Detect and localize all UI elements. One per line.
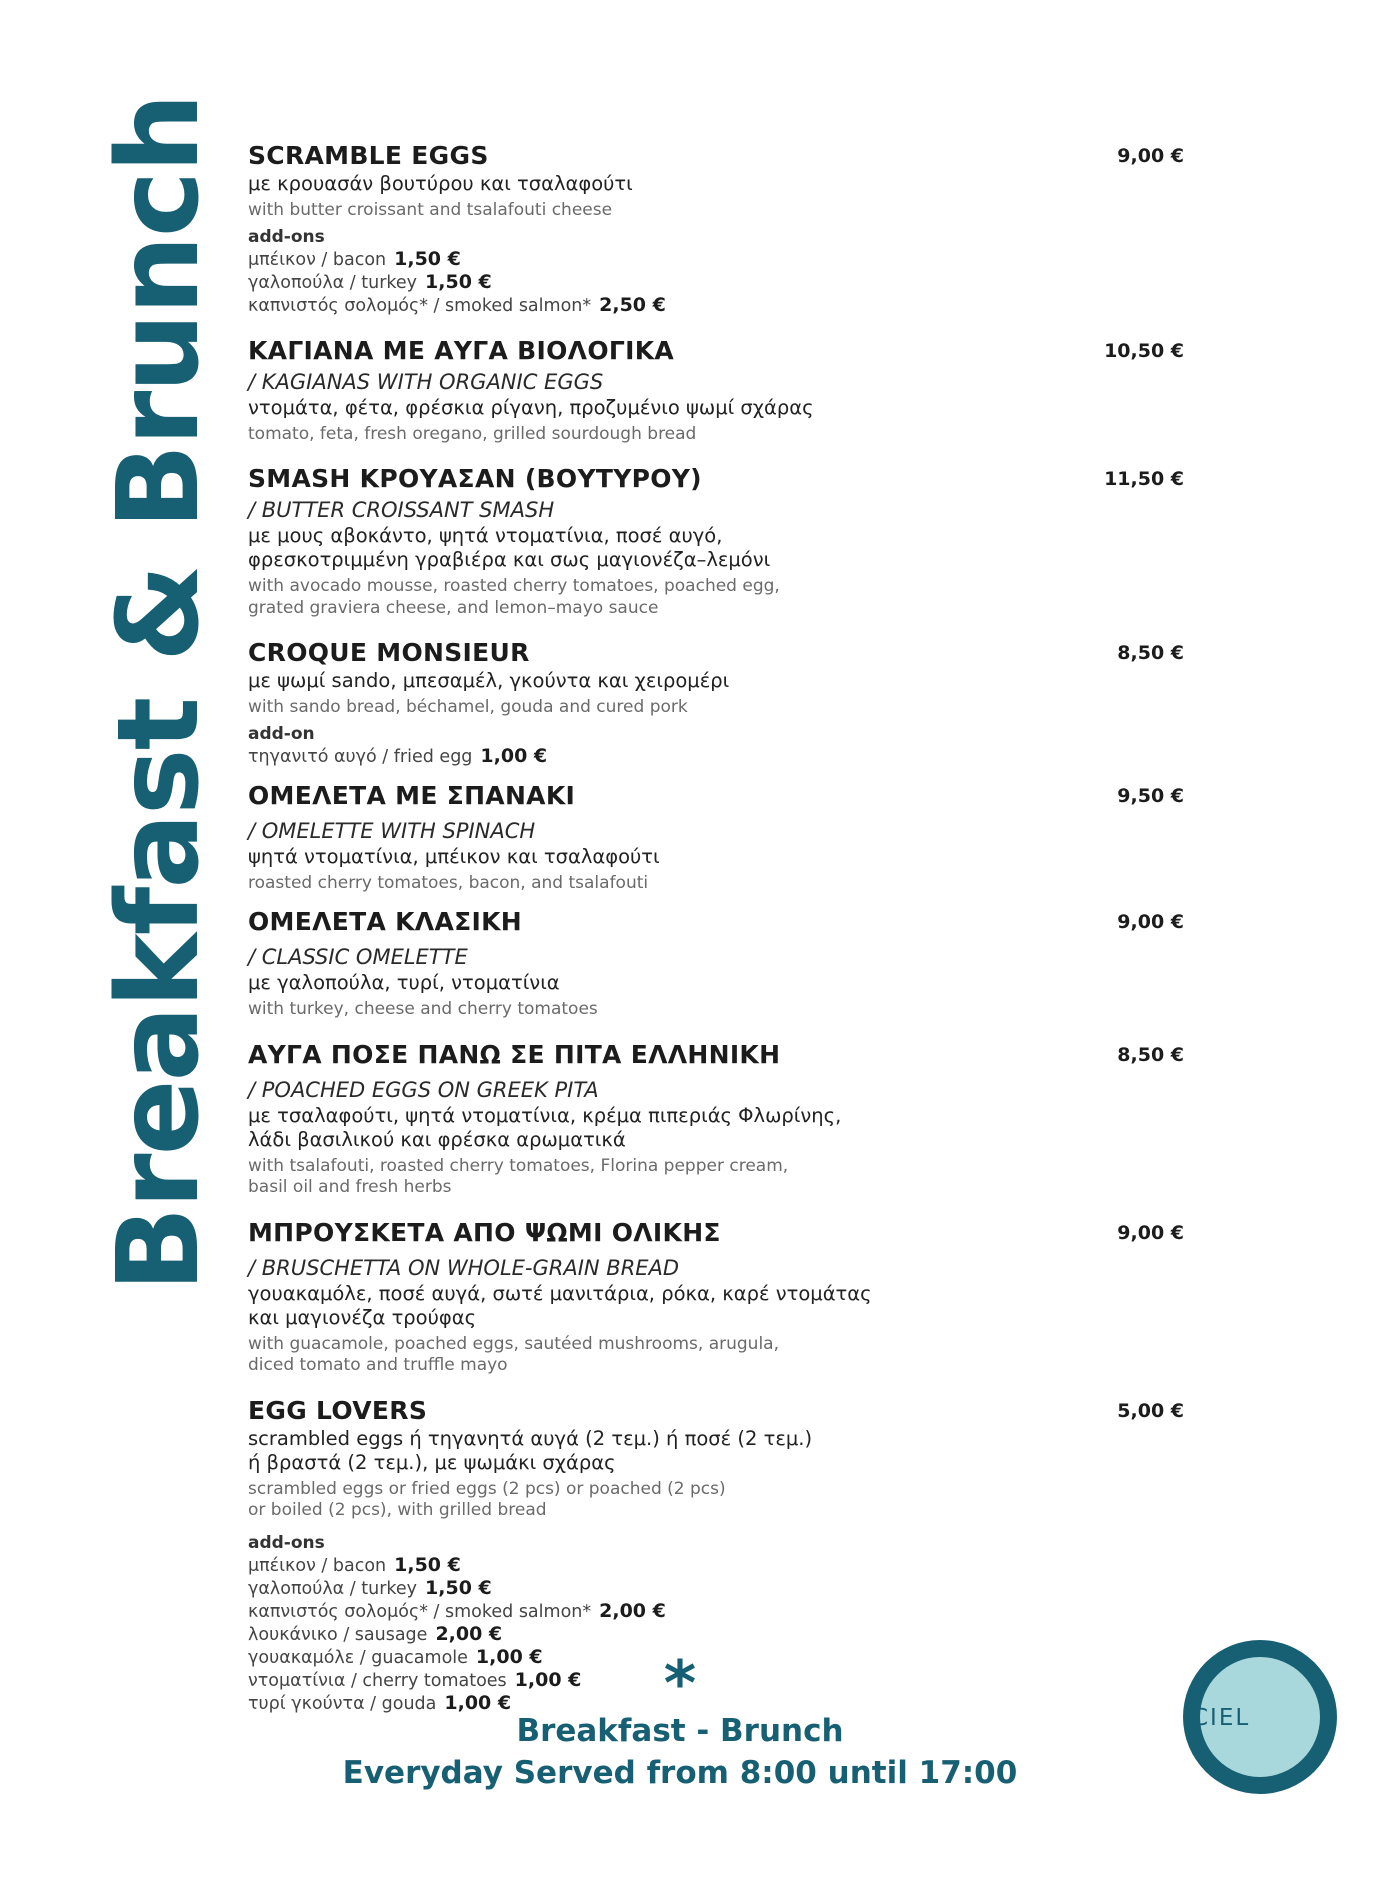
addon-price: 1,00 € bbox=[514, 1668, 582, 1691]
addons-title: add-ons bbox=[248, 226, 325, 247]
menu-item bbox=[248, 780, 1248, 895]
addon-label: καπνιστός σολομός* / smoked salmon* bbox=[248, 1601, 592, 1622]
item-desc-en: scrambled eggs or fried eggs (2 pcs) or poached (2 pcs) or boiled (2 pcs), with grilled bread bbox=[248, 1478, 726, 1520]
addon-label: μπέικον / bacon bbox=[248, 249, 387, 270]
menu-item bbox=[248, 463, 1248, 619]
item-name: ΑΥΓΑ ΠΟΣΕ ΠΑΝΩ ΣΕ ΠΙΤΑ ΕΛΛΗΝΙΚΗ bbox=[248, 1039, 781, 1069]
addon-label: μπέικον / bacon bbox=[248, 1555, 387, 1576]
addon-price: 1,50 € bbox=[425, 270, 492, 293]
addon-row bbox=[248, 1554, 1248, 1577]
menu-item bbox=[248, 140, 1248, 317]
asterisk-icon: * bbox=[663, 1647, 697, 1720]
addon-price: 1,00 € bbox=[480, 744, 548, 767]
side-title bbox=[94, 95, 224, 1292]
addon-price: 1,50 € bbox=[394, 247, 461, 270]
item-name-en: / KAGIANAS WITH ORGANIC EGGS bbox=[248, 369, 604, 394]
item-desc-gr: ψητά ντοματίνια, μπέικον και τσαλαφούτι bbox=[248, 844, 660, 868]
item-price: 9,50 € bbox=[1117, 784, 1184, 807]
item-price: 9,00 € bbox=[1117, 1221, 1184, 1244]
item-desc-en: with sando bread, béchamel, gouda and cured pork bbox=[248, 697, 688, 717]
item-price: 9,00 € bbox=[1117, 145, 1184, 167]
addon-label: ντοματίνια / cherry tomatoes bbox=[248, 1670, 507, 1691]
addon-row bbox=[248, 745, 1248, 768]
menu-item bbox=[248, 637, 1248, 768]
item-price: 5,00 € bbox=[1117, 1399, 1184, 1422]
item-name: ΜΠΡΟΥΣΚΕΤΑ ΑΠΟ ΨΩΜΙ ΟΛΙΚΗΣ bbox=[248, 1217, 721, 1247]
addon-price: 1,50 € bbox=[425, 1576, 492, 1599]
item-price: 11,50 € bbox=[1104, 468, 1184, 490]
addon-price: 2,00 € bbox=[599, 1599, 666, 1622]
item-desc-en: roasted cherry tomatoes, bacon, and tsalafouti bbox=[248, 872, 649, 893]
item-desc-gr: γουακαμόλε, ποσέ αυγά, σωτέ μανιτάρια, ρόκα, καρέ ντομάτας και μαγιονέζα τρούφας bbox=[248, 1281, 872, 1329]
item-name: SCRAMBLE EGGS bbox=[248, 141, 489, 170]
item-desc-gr: με ψωμί sando, μπεσαμέλ, γκούντα και χειρομέρι bbox=[248, 669, 730, 692]
addon-row bbox=[248, 248, 1248, 271]
item-desc-gr: scrambled eggs ή τηγανητά αυγά (2 τεμ.) ή ποσέ (2 τεμ.) ή βραστά (2 τεμ.), με ψωμάκι σχάρας bbox=[248, 1426, 813, 1474]
addon-label: γουακαμόλε / guacamole bbox=[248, 1647, 468, 1668]
item-desc-en: with turkey, cheese and cherry tomatoes bbox=[248, 999, 598, 1019]
item-name-en: / CLASSIC OMELETTE bbox=[248, 945, 468, 969]
item-desc-gr: με κρουασάν βουτύρου και τσαλαφούτι bbox=[248, 172, 633, 195]
addon-label: γαλοπούλα / turkey bbox=[248, 272, 418, 293]
item-desc-en: with avocado mousse, roasted cherry tomatoes, poached egg, grated graviera cheese, and lemon–mayo sauce bbox=[248, 576, 780, 618]
item-name: SMASH ΚΡΟΥΑΣΑΝ (ΒΟΥΤΥΡΟΥ) bbox=[248, 464, 702, 493]
item-name-en: / OMELETTE WITH SPINACH bbox=[248, 818, 536, 843]
addon-label: τυρί γκούντα / gouda bbox=[248, 1693, 437, 1714]
item-desc-gr: με μους αβοκάντο, ψητά ντοματίνια, ποσέ αυγό, φρεσκοτριμμένη γραβιέρα και σως μαγιονέζα–λεμόνι bbox=[248, 524, 771, 571]
addon-label: καπνιστός σολομός* / smoked salmon* bbox=[248, 295, 592, 316]
addon-row bbox=[248, 1577, 1248, 1600]
footer-title: Breakfast - Brunch bbox=[516, 1713, 844, 1749]
addon-label: τηγανιτό αυγό / fried egg bbox=[248, 746, 473, 767]
menu-item bbox=[248, 1217, 1248, 1377]
item-desc-gr: ντομάτα, φέτα, φρέσκια ρίγανη, προζυμένιο ψωμί σχάρας bbox=[248, 395, 814, 419]
addon-row bbox=[248, 1600, 1248, 1623]
addons-title: add-on bbox=[248, 723, 315, 744]
ciel-logo bbox=[1148, 1640, 1260, 1794]
item-name: EGG LOVERS bbox=[248, 1395, 428, 1425]
item-name-en: / BUTTER CROISSANT SMASH bbox=[248, 498, 555, 522]
item-desc-gr: με τσαλαφούτι, ψητά ντοματίνια, κρέμα πιπεριάς Φλωρίνης, λάδι βασιλικού και φρέσκα αρωματικά bbox=[248, 1103, 842, 1151]
item-name: ΟΜΕΛΕΤΑ ΚΛΑΣΙΚΗ bbox=[248, 907, 522, 936]
item-name: ΟΜΕΛΕΤΑ ΜΕ ΣΠΑΝΑΚΙ bbox=[248, 780, 576, 810]
item-name: ΚΑΓΙΑΝΑ ΜΕ ΑΥΓΑ ΒΙΟΛΟΓΙΚΑ bbox=[248, 335, 675, 365]
addon-row bbox=[248, 294, 1248, 317]
menu-item bbox=[248, 1039, 1248, 1199]
item-desc-en: tomato, feta, fresh oregano, grilled sourdough bread bbox=[248, 423, 697, 444]
logo-text: CIEL bbox=[1192, 1705, 1251, 1731]
item-price: 8,50 € bbox=[1117, 1043, 1184, 1066]
addon-price: 2,00 € bbox=[435, 1622, 503, 1645]
addons-title: add-ons bbox=[248, 1532, 325, 1553]
menu-item bbox=[248, 906, 1248, 1021]
side-title-text: Breakfast & Brunch bbox=[94, 95, 224, 1292]
item-price: 8,50 € bbox=[1117, 642, 1184, 664]
addon-label: γαλοπούλα / turkey bbox=[248, 1578, 418, 1599]
item-desc-en: with butter croissant and tsalafouti cheese bbox=[248, 200, 613, 220]
menu-item bbox=[248, 335, 1248, 446]
addon-label: λουκάνικο / sausage bbox=[248, 1624, 428, 1645]
addon-row bbox=[248, 271, 1248, 294]
addon-row bbox=[248, 1623, 1248, 1646]
addon-price: 2,50 € bbox=[599, 293, 666, 316]
item-price: 10,50 € bbox=[1104, 339, 1184, 362]
footer-hours: Everyday Served from 8:00 until 17:00 bbox=[342, 1755, 1018, 1791]
item-desc-en: with tsalafouti, roasted cherry tomatoes, Florina pepper cream, basil oil and fresh herbs bbox=[248, 1155, 789, 1197]
item-desc-gr: με γαλοπούλα, τυρί, ντοματίνια bbox=[248, 971, 560, 994]
addon-price: 1,00 € bbox=[475, 1645, 543, 1668]
addon-price: 1,00 € bbox=[444, 1691, 512, 1714]
item-name-en: / POACHED EGGS ON GREEK PITA bbox=[248, 1077, 599, 1102]
item-name-en: / BRUSCHETTA ON WHOLE-GRAIN BREAD bbox=[248, 1255, 680, 1280]
item-name: CROQUE MONSIEUR bbox=[248, 638, 530, 667]
item-price: 9,00 € bbox=[1117, 911, 1184, 933]
addon-price: 1,50 € bbox=[394, 1553, 461, 1576]
item-desc-en: with guacamole, poached eggs, sautéed mushrooms, arugula, diced tomato and truffle mayo bbox=[248, 1333, 779, 1375]
